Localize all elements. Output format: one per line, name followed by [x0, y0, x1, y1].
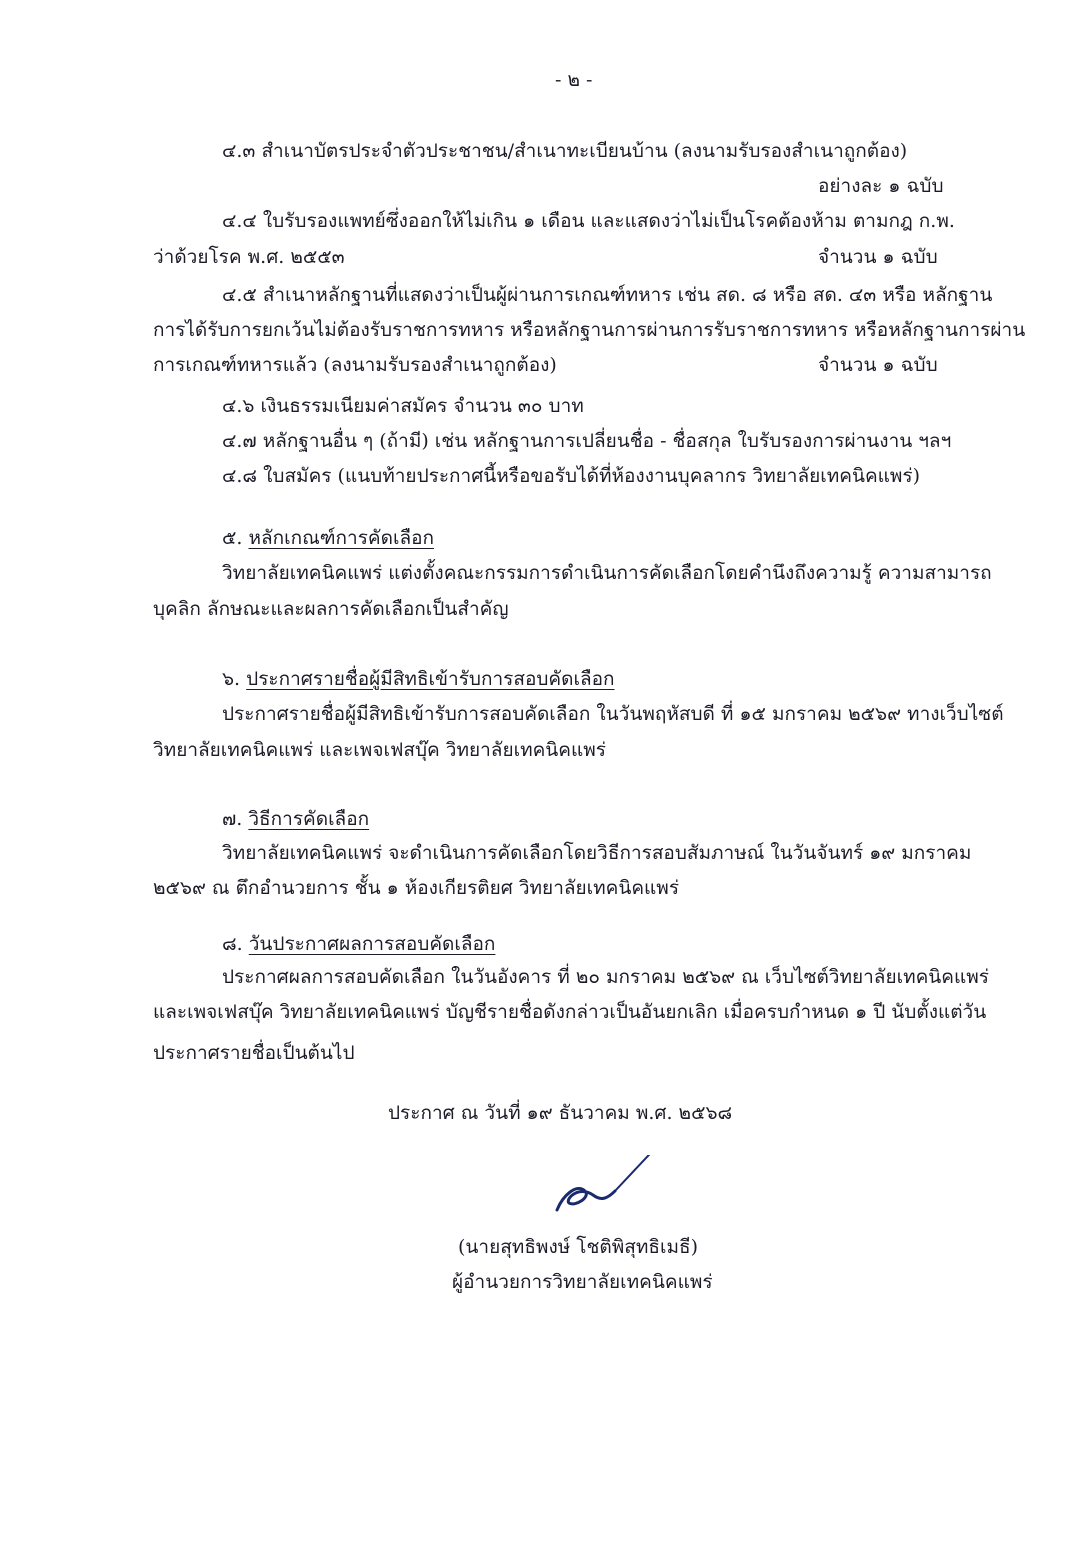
section-7-title: วิธีการคัดเลือก: [248, 808, 370, 830]
item-4-5-text-cont2: การเกณฑ์ทหารแล้ว (ลงนามรับรองสำเนาถูกต้อง): [153, 354, 557, 376]
item-4-4-text-cont: ว่าด้วยโรค พ.ศ. ๒๕๕๓: [153, 246, 345, 268]
item-4-6-text: ๔.๖ เงินธรรมเนียมค่าสมัคร จำนวน ๓๐ บาท: [222, 395, 584, 417]
signer-title: ผู้อำนวยการวิทยาลัยเทคนิคแพร่: [452, 1271, 713, 1293]
section-6-body: ประกาศรายชื่อผู้มีสิทธิเข้ารับการสอบคัดเลือก ในวันพฤหัสบดี ที่ ๑๕ มกราคม ๒๕๖๙ ทางเว็บไซต์: [222, 703, 1004, 725]
section-8-body-cont1: และเพจเฟสบุ๊ค วิทยาลัยเทคนิคแพร่ บัญชีรายชื่อดังกล่าวเป็นอันยกเลิก เมื่อครบกำหนด ๑ ปี นับตั้งแต่วัน: [153, 1001, 987, 1023]
section-6-heading: [222, 665, 615, 693]
section-5-heading: [222, 524, 434, 552]
section-7-number: ๗.: [222, 808, 243, 830]
item-4-4-text: ๔.๔ ใบรับรองแพทย์ซึ่งออกให้ไม่เกิน ๑ เดือน และแสดงว่าไม่เป็นโรคต้องห้าม ตามกฎ ก.พ.: [222, 210, 955, 232]
section-7-body-cont: ๒๕๖๙ ณ ตึกอำนวยการ ชั้น ๑ ห้องเกียรติยศ วิทยาลัยเทคนิคแพร่: [153, 877, 680, 899]
page-number: - ๒ -: [555, 69, 593, 91]
section-8-heading: [222, 930, 495, 958]
section-6-body-cont: วิทยาลัยเทคนิคแพร่ และเพจเฟสบุ๊ค วิทยาลัยเทคนิคแพร่: [153, 739, 606, 761]
section-5-title: หลักเกณฑ์การคัดเลือก: [248, 527, 435, 549]
signer-name: (นายสุทธิพงษ์ โชติพิสุทธิเมธี): [458, 1236, 698, 1258]
announcement-date: ประกาศ ณ วันที่ ๑๙ ธันวาคม พ.ศ. ๒๕๖๘: [388, 1102, 733, 1124]
item-4-5-text-cont1: การได้รับการยกเว้นไม่ต้องรับราชการทหาร หรือหลักฐานการผ่านการรับราชการทหาร หรือหลักฐานการผ่าน: [153, 319, 1026, 341]
section-6-number: ๖.: [222, 668, 241, 690]
section-5-body-cont: บุคลิก ลักษณะและผลการคัดเลือกเป็นสำคัญ: [153, 598, 509, 620]
item-4-7-text: ๔.๗ หลักฐานอื่น ๆ (ถ้ามี) เช่น หลักฐานการเปลี่ยนชื่อ - ชื่อสกุล ใบรับรองการผ่านงาน ฯลฯ: [222, 430, 952, 452]
item-4-4-quantity: จำนวน ๑ ฉบับ: [818, 246, 938, 268]
section-8-body: ประกาศผลการสอบคัดเลือก ในวันอังคาร ที่ ๒๐ มกราคม ๒๕๖๙ ณ เว็บไซต์วิทยาลัยเทคนิคแพร่: [222, 966, 989, 988]
section-6-title: ประกาศรายชื่อผู้มีสิทธิเข้ารับการสอบคัดเลือก: [246, 668, 615, 690]
section-8-number: ๘.: [222, 933, 243, 955]
handwritten-signature: [545, 1155, 685, 1225]
section-7-body: วิทยาลัยเทคนิคแพร่ จะดำเนินการคัดเลือกโดยวิธีการสอบสัมภาษณ์ ในวันจันทร์ ๑๙ มกราคม: [222, 842, 972, 864]
item-4-5-quantity: จำนวน ๑ ฉบับ: [818, 354, 938, 376]
item-4-8-text: ๔.๘ ใบสมัคร (แนบท้ายประกาศนี้หรือขอรับได้ที่ห้องงานบุคลากร วิทยาลัยเทคนิคแพร่): [222, 465, 921, 487]
item-4-3-quantity: อย่างละ ๑ ฉบับ: [818, 175, 944, 197]
section-7-heading: [222, 805, 369, 833]
section-8-title: วันประกาศผลการสอบคัดเลือก: [248, 933, 496, 955]
item-4-5-text: ๔.๕ สำเนาหลักฐานที่แสดงว่าเป็นผู้ผ่านการเกณฑ์ทหาร เช่น สด. ๘ หรือ สด. ๔๓ หรือ หลักฐาน: [222, 284, 993, 306]
item-4-3-text: ๔.๓ สำเนาบัตรประจำตัวประชาชน/สำเนาทะเบียนบ้าน (ลงนามรับรองสำเนาถูกต้อง): [222, 140, 908, 162]
section-5-number: ๕.: [222, 527, 243, 549]
section-5-body: วิทยาลัยเทคนิคแพร่ แต่งตั้งคณะกรรมการดำเนินการคัดเลือกโดยคำนึงถึงความรู้ ความสามารถ: [222, 562, 992, 584]
section-8-body-cont2: ประกาศรายชื่อเป็นต้นไป: [153, 1042, 355, 1064]
